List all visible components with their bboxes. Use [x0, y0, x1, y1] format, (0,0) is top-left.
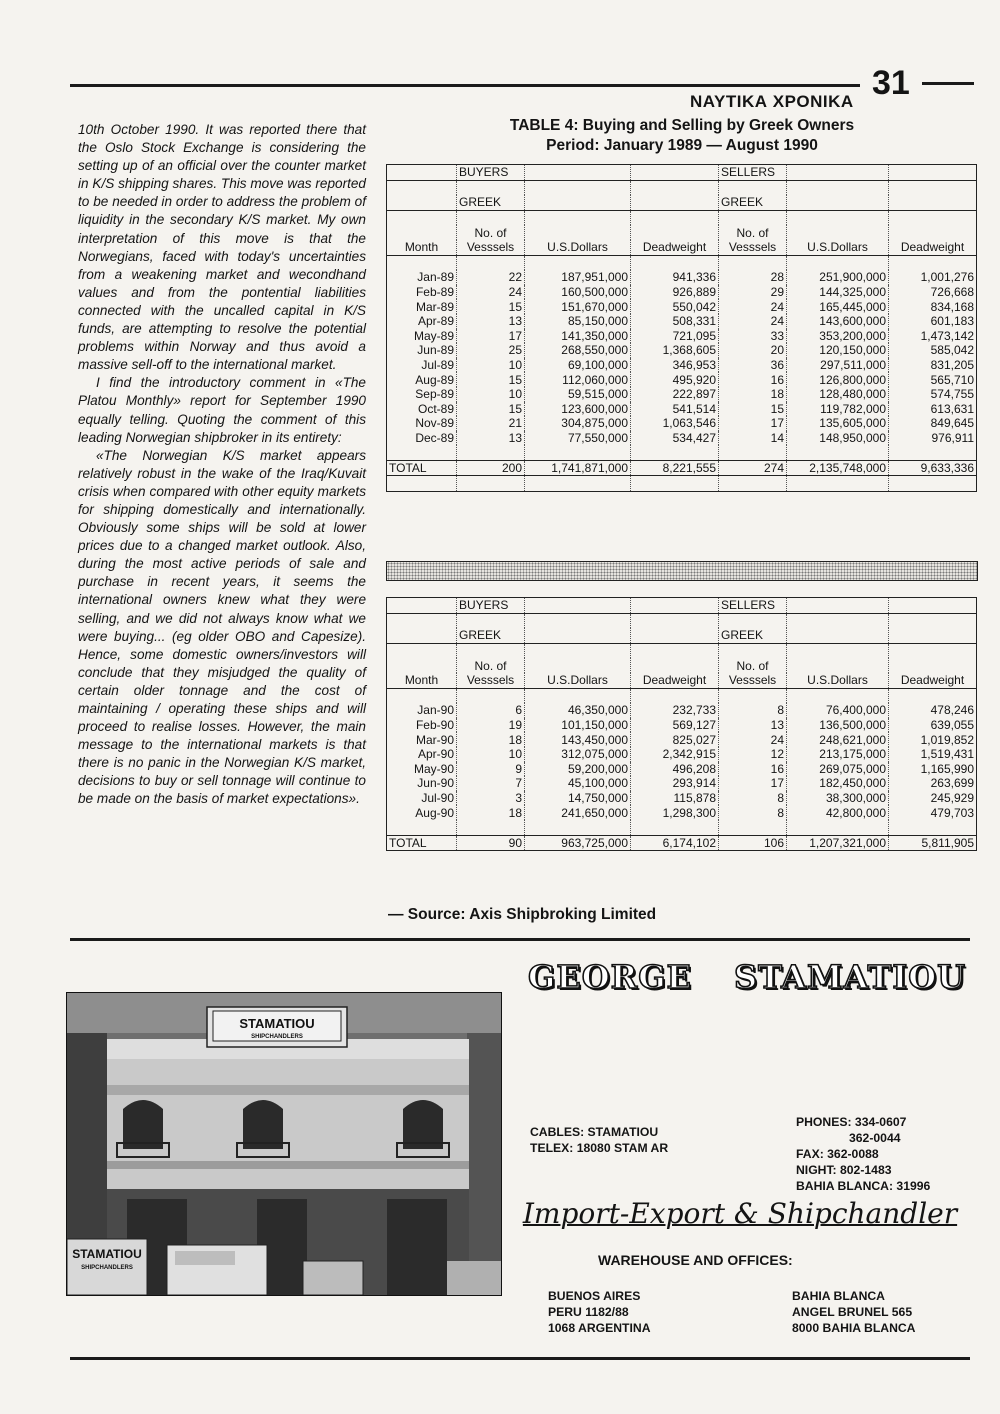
- value-cell: 10: [457, 747, 525, 762]
- total-cell: 1,207,321,000: [787, 835, 889, 851]
- table-row: [387, 372, 977, 387]
- value-cell: 269,075,000: [787, 762, 889, 777]
- value-cell: 7: [457, 776, 525, 791]
- table-row: [387, 747, 977, 762]
- col-deadweight: Deadweight: [631, 673, 719, 688]
- address-line: 8000 BAHIA BLANCA: [792, 1321, 916, 1335]
- value-cell: 726,668: [930, 285, 974, 300]
- month-cell: Nov-89: [387, 416, 457, 431]
- value-cell: 15: [719, 402, 787, 417]
- total-cell: 9,633,336: [889, 460, 977, 476]
- col-no-of: No. of: [457, 658, 525, 673]
- value-cell: 24: [719, 299, 787, 314]
- value-cell: 16: [719, 372, 787, 387]
- value-cell: 1,368,605: [631, 343, 719, 358]
- value-cell: 13: [457, 314, 525, 329]
- total-cell: 106: [719, 835, 787, 851]
- value-cell: 136,500,000: [787, 718, 889, 733]
- col-dollars: U.S.Dollars: [525, 673, 631, 688]
- col-deadweight: Deadweight: [889, 673, 977, 688]
- value-cell: 346,953: [631, 358, 719, 373]
- table-row: [387, 329, 977, 344]
- value-cell: 120,150,000: [787, 343, 889, 358]
- value-cell: 941,336: [631, 270, 719, 285]
- total-row-1989: [387, 460, 977, 476]
- value-cell: 825,027: [631, 732, 719, 747]
- table-row: [387, 732, 977, 747]
- value-cell: 1,001,276: [920, 270, 974, 285]
- value-cell: 25: [457, 343, 525, 358]
- value-cell: 10: [457, 358, 525, 373]
- table-row: [387, 270, 977, 285]
- total-cell: 8,221,555: [631, 460, 719, 476]
- value-cell: 20: [719, 343, 787, 358]
- col-no-of: No. of: [719, 658, 787, 673]
- value-cell: 77,550,000: [525, 431, 631, 446]
- table-row: [387, 703, 977, 718]
- brand-logo: [528, 958, 967, 1004]
- cables-line: CABLES: STAMATIOU: [530, 1125, 659, 1139]
- table-row: [387, 776, 977, 791]
- month-cell: Jan-89: [387, 270, 457, 285]
- page-number: 31: [872, 64, 910, 102]
- value-cell: 148,950,000: [787, 431, 889, 446]
- value-cell: 353,200,000: [787, 329, 889, 344]
- value-cell: 3: [457, 791, 525, 806]
- value-cell: 115,878: [631, 791, 719, 806]
- value-cell: 17: [457, 329, 525, 344]
- month-cell: Aug-89: [387, 372, 457, 387]
- value-cell: 508,331: [631, 314, 719, 329]
- value-cell: 59,200,000: [525, 762, 631, 777]
- article-paragraph: 10th October 1990. It was reported there that the Oslo Stock Exchange is considering the setting up of an official over the counter market in K/S shipping shares. This move was reported to be needed in order to address the problem of liquidity in the secondary K/S market. My own interpretation of this move is that the Norwegians, faced with today's uncertainties from a weakening market and wecondhand values and from the pontential liabilities connected with the uncalled capital in K/S funds, are attempting to resolve the potential problems within Norway and thus avoid a massive sell-off to the international market.: [78, 122, 366, 373]
- value-cell: 17: [719, 416, 787, 431]
- rows-1989: [387, 270, 977, 445]
- address-line: BAHIA BLANCA: [792, 1289, 885, 1303]
- value-cell: 9: [457, 762, 525, 777]
- value-cell: 478,246: [930, 703, 974, 718]
- value-cell: 112,060,000: [525, 372, 631, 387]
- building-photo-illustration: [67, 993, 501, 1295]
- total-cell: 5,811,905: [889, 835, 977, 851]
- value-cell: 8: [719, 703, 787, 718]
- header-rule-right: [922, 82, 974, 85]
- group-buyers: BUYERS: [457, 598, 525, 614]
- value-cell: 128,480,000: [787, 387, 889, 402]
- value-cell: 541,514: [631, 402, 719, 417]
- address-bahia-blanca: [792, 1288, 915, 1336]
- value-cell: 1,063,546: [631, 416, 719, 431]
- phones-line: PHONES: 334-0607: [796, 1115, 907, 1129]
- table-row: [387, 431, 977, 446]
- value-cell: 1,165,990: [920, 761, 974, 776]
- subgroup-greek-buyers: GREEK: [457, 628, 525, 643]
- table-title: TABLE 4: Buying and Selling by Greek Owners: [509, 117, 855, 134]
- photo-truck-subtext: SHIPCHANDLERS: [81, 1265, 133, 1271]
- col-month: Month: [387, 240, 457, 255]
- address-line: 1068 ARGENTINA: [548, 1321, 651, 1335]
- table-row: [387, 343, 977, 358]
- value-cell: 721,095: [631, 329, 719, 344]
- value-cell: 479,703: [930, 805, 974, 820]
- value-cell: 119,782,000: [787, 402, 889, 417]
- total-cell: 2,135,748,000: [787, 460, 889, 476]
- value-cell: 143,450,000: [525, 732, 631, 747]
- table-row: [387, 791, 977, 806]
- night-line: NIGHT: 802-1483: [796, 1163, 892, 1177]
- total-cell: 963,725,000: [525, 835, 631, 851]
- address-line: PERU 1182/88: [548, 1305, 629, 1319]
- col-dollars: U.S.Dollars: [787, 673, 889, 688]
- value-cell: 1,473,142: [920, 328, 974, 343]
- building-photo: [66, 992, 502, 1296]
- address-line: BUENOS AIRES: [548, 1289, 641, 1303]
- value-cell: 28: [719, 270, 787, 285]
- value-cell: 165,445,000: [787, 299, 889, 314]
- col-vessels: Vesssels: [719, 673, 787, 688]
- col-vessels: Vesssels: [457, 240, 525, 255]
- article-paragraph: I find the introductory comment in «The Platou Monthly» report for September 1990 equally telling. Quoting the comment of this leading Norwegian shipbroker in its entirety:: [78, 375, 366, 445]
- photo-sign-subtext: SHIPCHANDLERS: [251, 1034, 303, 1040]
- value-cell: 232,733: [631, 703, 719, 718]
- contact-right: [796, 1114, 930, 1194]
- col-deadweight: Deadweight: [889, 240, 977, 255]
- value-cell: 42,800,000: [787, 805, 889, 820]
- value-cell: 550,042: [631, 299, 719, 314]
- value-cell: 496,208: [631, 762, 719, 777]
- tagline-script: Import-Export & Shipchandler: [522, 1197, 958, 1230]
- month-cell: Apr-90: [387, 747, 457, 762]
- table-row: [387, 358, 977, 373]
- table-row: [387, 762, 977, 777]
- value-cell: 1,019,852: [920, 732, 974, 747]
- value-cell: 38,300,000: [787, 791, 889, 806]
- brand-stamatiou: STAMATIOU: [734, 958, 967, 996]
- fax-line: FAX: 362-0088: [796, 1147, 879, 1161]
- value-cell: 222,897: [631, 387, 719, 402]
- value-cell: 601,183: [930, 314, 974, 329]
- table-divider-shading: [386, 561, 978, 581]
- table-row: [387, 387, 977, 402]
- value-cell: 101,150,000: [525, 718, 631, 733]
- total-row-1990: [387, 835, 977, 851]
- value-cell: 182,450,000: [787, 776, 889, 791]
- value-cell: 45,100,000: [525, 776, 631, 791]
- value-cell: 304,875,000: [525, 416, 631, 431]
- value-cell: 534,427: [631, 431, 719, 446]
- table-row: [387, 299, 977, 314]
- brand-george: GEORGE: [528, 958, 692, 996]
- value-cell: 268,550,000: [525, 343, 631, 358]
- subgroup-greek-sellers: GREEK: [719, 195, 787, 210]
- value-cell: 187,951,000: [525, 270, 631, 285]
- contact-left: [530, 1124, 668, 1156]
- col-no-of: No. of: [457, 225, 525, 240]
- value-cell: 76,400,000: [787, 703, 889, 718]
- value-cell: 8: [719, 791, 787, 806]
- rows-1990: [387, 703, 977, 820]
- value-cell: 14: [719, 431, 787, 446]
- value-cell: 24: [719, 732, 787, 747]
- month-cell: Jun-89: [387, 343, 457, 358]
- value-cell: 574,755: [930, 387, 974, 402]
- value-cell: 160,500,000: [525, 285, 631, 300]
- value-cell: 312,075,000: [525, 747, 631, 762]
- value-cell: 849,645: [930, 416, 974, 431]
- value-cell: 69,100,000: [525, 358, 631, 373]
- buying-selling-table-1990: [386, 597, 977, 851]
- col-no-of: No. of: [719, 225, 787, 240]
- total-label: TOTAL: [387, 460, 457, 476]
- value-cell: 151,670,000: [525, 299, 631, 314]
- value-cell: 141,350,000: [525, 329, 631, 344]
- bahia-phone-line: BAHIA BLANCA: 31996: [796, 1179, 931, 1193]
- value-cell: 241,650,000: [525, 805, 631, 820]
- month-cell: Feb-90: [387, 718, 457, 733]
- value-cell: 24: [719, 314, 787, 329]
- value-cell: 565,710: [930, 372, 974, 387]
- article-column: [78, 121, 366, 809]
- value-cell: 639,055: [930, 718, 974, 733]
- value-cell: 10: [457, 387, 525, 402]
- value-cell: 926,889: [631, 285, 719, 300]
- value-cell: 13: [719, 718, 787, 733]
- phones-line-2: 362-0044: [849, 1131, 901, 1145]
- address-line: ANGEL BRUNEL 565: [792, 1305, 913, 1319]
- table-row: [387, 805, 977, 820]
- value-cell: 13: [457, 431, 525, 446]
- warehouse-title: WAREHOUSE AND OFFICES:: [598, 1252, 793, 1268]
- value-cell: 59,515,000: [525, 387, 631, 402]
- table-title-block: [388, 116, 976, 156]
- table-row: [387, 402, 977, 417]
- col-deadweight: Deadweight: [631, 240, 719, 255]
- value-cell: 18: [457, 805, 525, 820]
- table-row: [387, 416, 977, 431]
- col-vessels: Vesssels: [719, 240, 787, 255]
- value-cell: 976,911: [931, 430, 974, 445]
- value-cell: 245,929: [930, 791, 974, 806]
- value-cell: 24: [457, 285, 525, 300]
- subgroup-greek-sellers: GREEK: [719, 628, 787, 643]
- value-cell: 17: [719, 776, 787, 791]
- photo-truck-text: STAMATIOU: [72, 1247, 142, 1261]
- value-cell: 6: [457, 703, 525, 718]
- month-cell: Mar-89: [387, 299, 457, 314]
- value-cell: 36: [719, 358, 787, 373]
- value-cell: 85,150,000: [525, 314, 631, 329]
- value-cell: 834,168: [930, 299, 974, 314]
- value-cell: 248,621,000: [787, 732, 889, 747]
- photo-sign-text: STAMATIOU: [239, 1016, 315, 1031]
- value-cell: 2,342,915: [631, 747, 719, 762]
- value-cell: 1,298,300: [631, 805, 719, 820]
- article-paragraph: «The Norwegian K/S market appears relatively robust in the wake of the Iraq/Kuvait crisis when compared with other equity markets for shipping domestically and internationally. Obviously some ships will be sold at lower prices due to a changed market outlook. Also, during the most active periods of sale and purchase in recent years, it seems the international owners knew what they were selling, and we did not always know what we were buying... (eg older OBO and Capesize). Hence, some domestic owners/investors will conclude that they misjudged the quality of certain older tonnage and the cost of maintaining / operating these ships and will proceed to realise losses. However, the main message to the international markets is that there is no panic in the Norwegian K/S market, decisions to buy or sell tonnage will continue to be made on the basis of market expectations».: [78, 447, 366, 807]
- value-cell: 15: [457, 372, 525, 387]
- value-cell: 143,600,000: [787, 314, 889, 329]
- value-cell: 495,920: [631, 372, 719, 387]
- month-cell: Jan-90: [387, 703, 457, 718]
- value-cell: 14,750,000: [525, 791, 631, 806]
- value-cell: 123,600,000: [525, 402, 631, 417]
- total-cell: 90: [457, 835, 525, 851]
- header-rule-left: [70, 84, 860, 87]
- group-sellers: SELLERS: [719, 598, 787, 614]
- month-cell: Sep-89: [387, 387, 457, 402]
- value-cell: 251,900,000: [787, 270, 889, 285]
- month-cell: Feb-89: [387, 285, 457, 300]
- value-cell: 135,605,000: [787, 416, 889, 431]
- group-sellers: SELLERS: [719, 165, 787, 181]
- value-cell: 16: [719, 762, 787, 777]
- value-cell: 15: [457, 299, 525, 314]
- total-cell: 274: [719, 460, 787, 476]
- value-cell: 15: [457, 402, 525, 417]
- value-cell: 21: [457, 416, 525, 431]
- col-dollars: U.S.Dollars: [525, 240, 631, 255]
- telex-line: TELEX: 18080 STAM AR: [530, 1141, 669, 1155]
- value-cell: 46,350,000: [525, 703, 631, 718]
- value-cell: 1,519,431: [920, 747, 974, 762]
- value-cell: 22: [457, 270, 525, 285]
- month-cell: Dec-89: [387, 431, 457, 446]
- value-cell: 613,631: [930, 401, 974, 416]
- month-cell: Jun-90: [387, 776, 457, 791]
- col-dollars: U.S.Dollars: [787, 240, 889, 255]
- value-cell: 8: [719, 805, 787, 820]
- table-row: [387, 314, 977, 329]
- group-buyers: BUYERS: [457, 165, 525, 181]
- month-cell: May-90: [387, 762, 457, 777]
- month-cell: Aug-90: [387, 805, 457, 820]
- buying-selling-table-1989: [386, 164, 977, 492]
- value-cell: 585,042: [930, 343, 974, 358]
- running-head: ΝΑΥΤΙΚΑ ΧΡΟΝΙΚΑ: [690, 92, 854, 111]
- total-label: TOTAL: [387, 835, 457, 851]
- value-cell: 831,205: [930, 358, 974, 373]
- value-cell: 213,175,000: [787, 747, 889, 762]
- month-cell: Oct-89: [387, 402, 457, 417]
- value-cell: 18: [719, 387, 787, 402]
- value-cell: 126,800,000: [787, 372, 889, 387]
- value-cell: 263,699: [930, 776, 974, 791]
- address-buenos-aires: [548, 1288, 651, 1336]
- value-cell: 12: [719, 747, 787, 762]
- table-row: [387, 285, 977, 300]
- value-cell: 569,127: [631, 718, 719, 733]
- value-cell: 19: [457, 718, 525, 733]
- col-month: Month: [387, 673, 457, 688]
- total-cell: 6,174,102: [631, 835, 719, 851]
- month-cell: Jul-89: [387, 358, 457, 373]
- value-cell: 297,511,000: [787, 358, 889, 373]
- month-cell: Jul-90: [387, 791, 457, 806]
- subgroup-greek-buyers: GREEK: [457, 195, 525, 210]
- table-period: Period: January 1989 — August 1990: [546, 137, 818, 154]
- total-cell: 200: [457, 460, 525, 476]
- value-cell: 144,325,000: [787, 285, 889, 300]
- value-cell: 33: [719, 329, 787, 344]
- table-source: — Source: Axis Shipbroking Limited: [388, 906, 657, 923]
- value-cell: 29: [719, 285, 787, 300]
- value-cell: 293,914: [631, 776, 719, 791]
- table-row: [387, 718, 977, 733]
- value-cell: 18: [457, 732, 525, 747]
- ad-bottom-rule: [70, 1357, 970, 1360]
- ad-top-rule: [70, 938, 970, 941]
- total-cell: 1,741,871,000: [525, 460, 631, 476]
- month-cell: Apr-89: [387, 314, 457, 329]
- month-cell: Mar-90: [387, 732, 457, 747]
- col-vessels: Vesssels: [457, 673, 525, 688]
- month-cell: May-89: [387, 329, 457, 344]
